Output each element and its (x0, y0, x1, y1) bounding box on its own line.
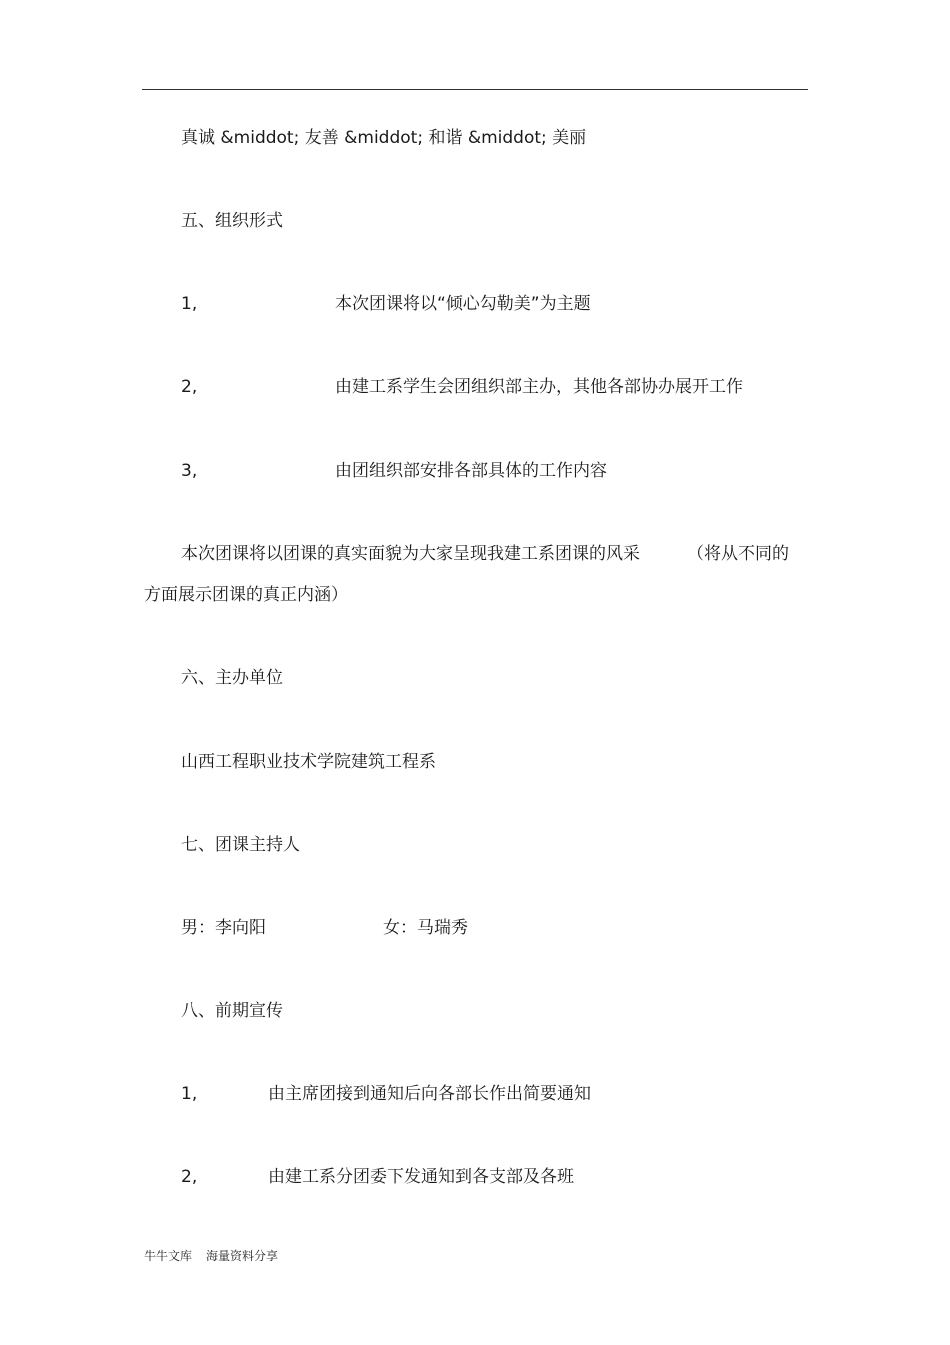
section-8-heading: 八、前期宣传 (181, 1001, 283, 1021)
section-6-heading: 六、主办单位 (181, 668, 283, 688)
values-line: 真诚 &middot; 友善 &middot; 和谐 &middot; 美丽 (181, 128, 587, 148)
header-rule (142, 89, 808, 90)
section-5-item-3-number: 3, (181, 461, 198, 481)
section-5-item-1-text: 本次团课将以“倾心勾勒美”为主题 (335, 294, 591, 314)
section-8-item-2-number: 2, (181, 1167, 198, 1187)
host-male: 男：李向阳 (181, 918, 266, 938)
section-8-item-1-number: 1, (181, 1084, 198, 1104)
section-6-value: 山西工程职业技术学院建筑工程系 (181, 752, 436, 772)
section-5-item-2-text: 由建工系学生会团组织部主办，其他各部协办展开工作 (335, 377, 743, 397)
footer-tagline: 海量资料分享 (206, 1249, 279, 1263)
paragraph-line-1: 本次团课将以团课的真实面貌为大家呈现我建工系团课的风采 (181, 544, 640, 564)
host-female: 女：马瑞秀 (383, 918, 468, 938)
section-5-item-2-number: 2, (181, 377, 198, 397)
section-5-item-3-text: 由团组织部安排各部具体的工作内容 (335, 461, 607, 481)
paragraph-line-1-tail: （将从不同的 (687, 544, 789, 564)
section-5-item-1-number: 1, (181, 294, 198, 314)
paragraph-line-2: 方面展示团课的真正内涵） (144, 585, 348, 605)
section-5-heading: 五、组织形式 (181, 211, 283, 231)
section-7-heading: 七、团课主持人 (181, 835, 300, 855)
section-8-item-2-text: 由建工系分团委下发通知到各支部及各班 (268, 1167, 574, 1187)
footer-brand: 牛牛文库 (144, 1249, 193, 1263)
page-footer (144, 1248, 278, 1264)
section-8-item-1-text: 由主席团接到通知后向各部长作出简要通知 (268, 1084, 591, 1104)
